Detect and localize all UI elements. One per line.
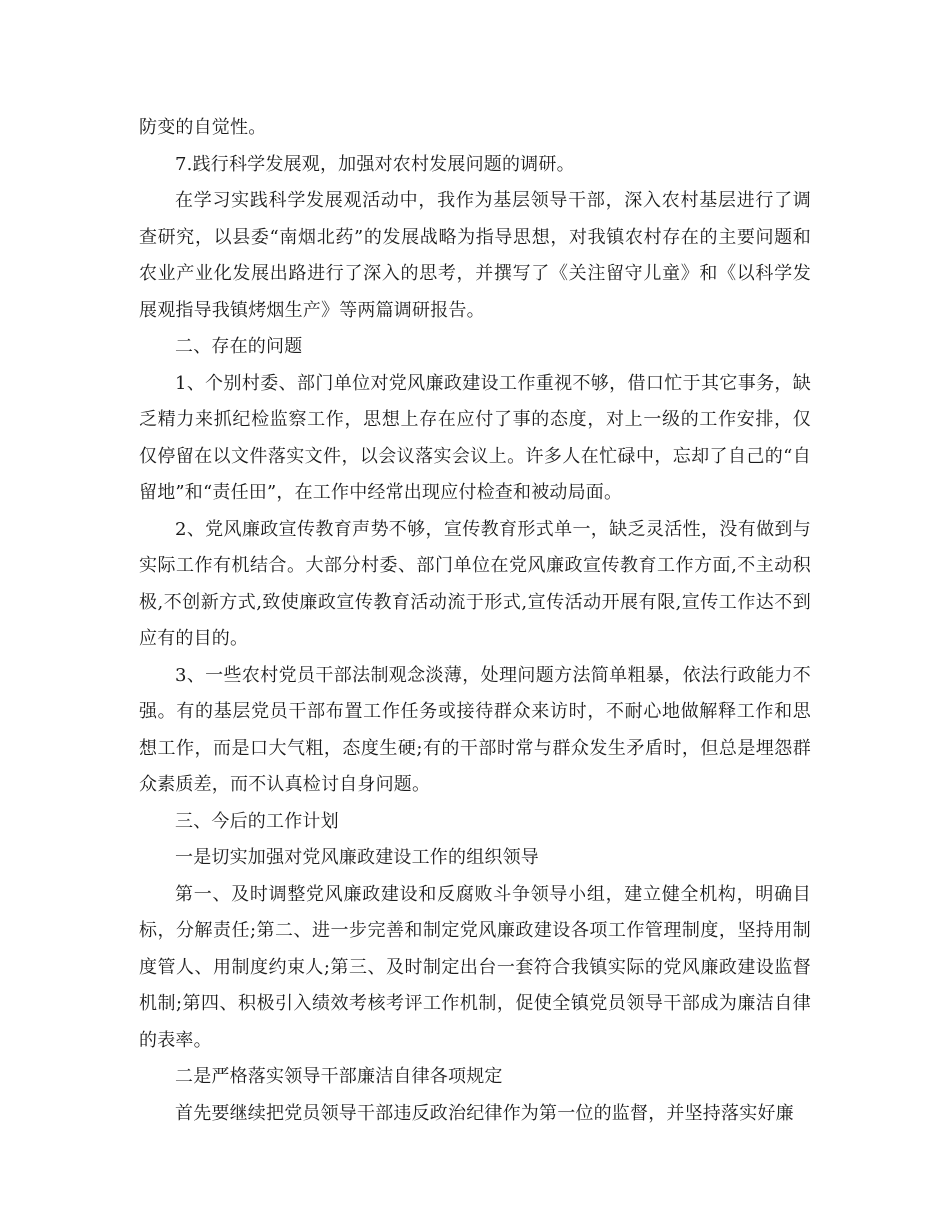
paragraph-problem-3: 3、一些农村党员干部法制观念淡薄，处理问题方法简单粗暴，依法行政能力不强。有的基层党员干部布置工作任务或接待群众来访时，不耐心地做解释工作和思想工作，而是口大气粗，态度生硬;有的干部时常与群众发生矛盾时，但总是埋怨群众素质差，而不认真检讨自身问题。 (139, 664, 811, 795)
section-heading-plan: 三、今后的工作计划 (175, 810, 339, 832)
paragraph-plan-1: 第一、及时调整党风廉政建设和反腐败斗争领导小组，建立健全机构，明确目标，分解责任;第二、进一步完善和制定党风廉政建设各项工作管理制度，坚持用制度管人、用制度约束人;第三、及时制定出台一套符合我镇实际的党风廉政建设监督机制;第四、积极引入绩效考核考评工作机制，促使全镇党员领导干部成为廉洁自律的表率。 (139, 883, 811, 1051)
paragraph-problem-1: 1、个别村委、部门单位对党风廉政建设工作重视不够，借口忙于其它事务，缺乏精力来抓纪检监察工作，思想上存在应付了事的态度，对上一级的工作安排，仅仅停留在以文件落实文件，以会议落实会议上。许多人在忙碌中，忘却了自己的“自留地”和“责任田”，在工作中经常出现应付检查和被动局面。 (139, 372, 811, 503)
subheading-plan-1: 一是切实加强对党风廉政建设工作的组织领导 (175, 847, 539, 868)
section-heading-problems: 二、存在的问题 (175, 336, 303, 357)
paragraph-1: 防变的自觉性。 (139, 117, 267, 138)
document-body (139, 110, 811, 1132)
subheading-plan-2: 二是严格落实领导干部廉洁自律各项规定 (175, 1066, 503, 1087)
paragraph-plan-2: 首先要继续把党员领导干部违反政治纪律作为第一位的监督，并坚持落实好廉 (175, 1102, 794, 1124)
paragraph-2: 7.践行科学发展观，加强对农村发展问题的调研。 (175, 153, 575, 175)
paragraph-3: 在学习实践科学发展观活动中，我作为基层领导干部，深入农村基层进行了调查研究，以县委“南烟北药”的发展战略为指导思想，对我镇农村存在的主要问题和农业产业化发展出路进行了深入的思考，并撰写了《关注留守儿童》和《以科学发展观指导我镇烤烟生产》等两篇调研报告。 (139, 190, 811, 321)
paragraph-problem-2: 2、党风廉政宣传教育声势不够，宣传教育形式单一，缺乏灵活性，没有做到与实际工作有机结合。大部分村委、部门单位在党风廉政宣传教育工作方面,不主动积极,不创新方式,致使廉政宣传教育活动流于形式,宣传活动开展有限,宣传工作达不到应有的目的。 (139, 518, 811, 649)
